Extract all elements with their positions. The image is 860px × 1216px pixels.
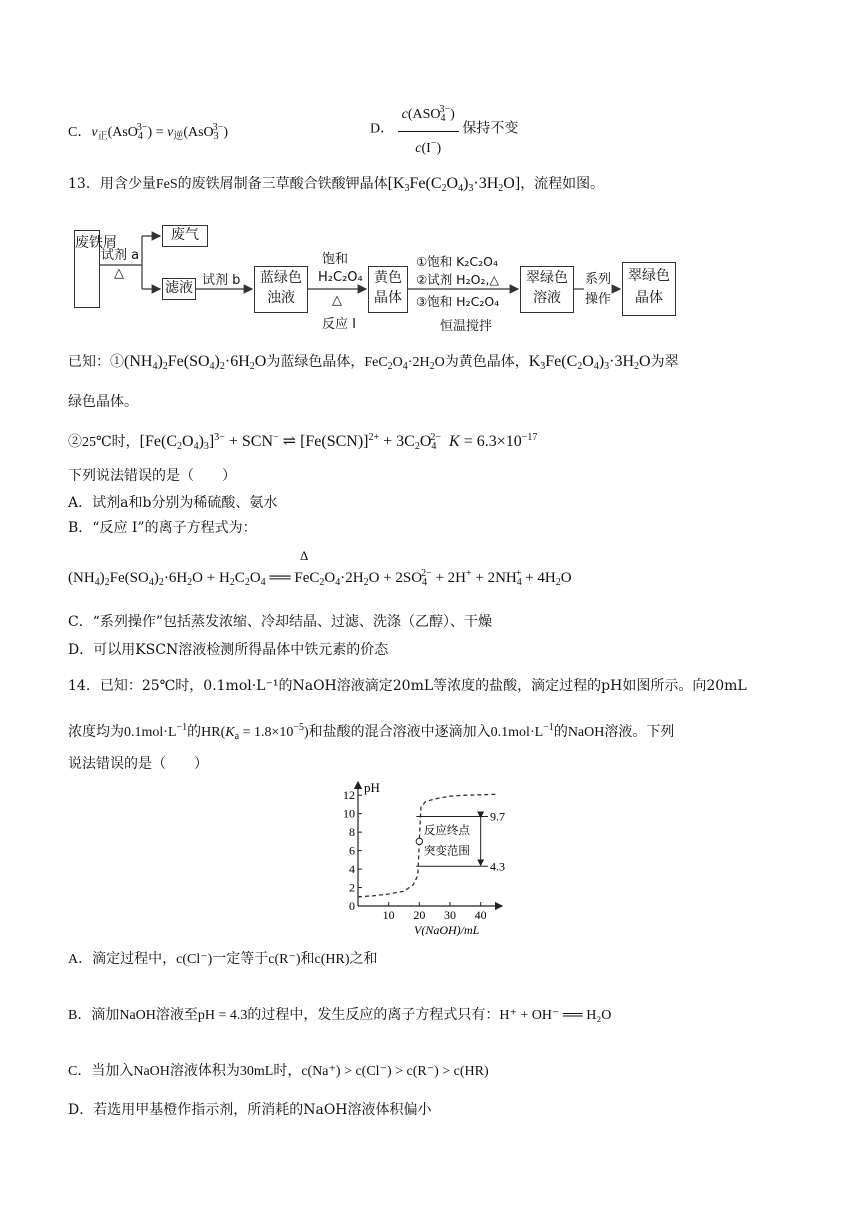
- label-delta-2: △: [332, 293, 342, 308]
- range-label-2: 突变范围: [423, 843, 470, 858]
- range-label-1: 反应终点: [423, 823, 470, 838]
- q13-stem: 13．用含少量FeS的废铁屑制备三草酸合铁酸钾晶体$[K_3Fe(C_2O_4)_3\cdot 3H_2O]$，流程如图。: [68, 175, 605, 194]
- q12-option-d-numerator: $c(ASO_4^{3-})$: [398, 100, 459, 132]
- q12-option-d-tail: 保持不变: [462, 121, 519, 137]
- q13-known-2: ②25℃时，$[Fe(C_2O_4)_3]^{3-} + SCN^-$ ⇌ $[Fe(SCN)]^{2+} + 3C_2O_4^{2-}$ $K = 6.3\times 10^{-17}$: [68, 432, 538, 452]
- y-tick-label: 6: [349, 843, 355, 858]
- q14-option-b: B．滴加NaOH溶液至pH = 4.3的过程中，发生反应的离子方程式只有：H⁺ + OH⁻ ══ H₂O: [68, 1008, 612, 1023]
- box-waste-gas: 废气: [162, 225, 208, 247]
- q14-option-a: A．滴定过程中，c(Cl⁻)一定等于c(R⁻)和c(HR)之和: [68, 952, 378, 967]
- q12-option-d-fraction: [398, 100, 459, 159]
- x-tick-label: 20: [413, 908, 426, 922]
- q12-option-d-denominator: c(I−): [415, 138, 442, 156]
- box-raw-iron: 废铁屑: [74, 230, 100, 308]
- y-tick-label: 0: [349, 899, 355, 913]
- label-reagent-b: 试剂 b: [202, 273, 241, 288]
- q13-known-1b: 绿色晶体。: [68, 394, 138, 410]
- q14-option-c: C．当加入NaOH溶液体积为30mL时，c(Na⁺) > c(Cl⁻) > c(R⁻) > c(HR): [68, 1064, 489, 1079]
- box-blue-green-suspension: 蓝绿色浊液: [254, 266, 308, 313]
- q13-equation-b: $(NH_4)_2Fe(SO_4)_2\cdot 6H_2O + H_2C_2O_4$ ══ $FeC_2O_4\cdot 2H_2O + 2SO_4^{2-} + 2H^+ + 2NH_4^+ + 4H_2O$: [68, 568, 572, 588]
- label-stir: 恒温搅拌: [440, 319, 493, 334]
- y-tick-label: 12: [343, 788, 355, 803]
- q14-stem-3: 说法错误的是（ ）: [68, 756, 208, 772]
- q12-option-d-label: D．: [370, 121, 395, 137]
- q12-option-d: [370, 100, 518, 159]
- y-tick-label: 4: [349, 862, 355, 877]
- label-reaction-1: 反应 I: [322, 317, 356, 332]
- x-tick-label: 10: [382, 908, 395, 922]
- q14-option-d: D．若选用甲基橙作指示剂，所消耗的NaOH溶液体积偏小: [68, 1102, 432, 1118]
- x-tick-label: 40: [474, 908, 487, 922]
- y-tick-label: 8: [349, 825, 355, 840]
- box-yellow-crystal: 黄色晶体: [368, 266, 408, 313]
- q14-stem-2: 浓度均为$0.1mol\cdot L^{-1}$的$HR(K_a = 1.8\times 10^{-5})$和盐酸的混合溶液中逐滴加入$0.1mol\cdot L^{-1}$的NaOH溶液。下列: [68, 722, 675, 742]
- q14-stem-1: 14．已知：25℃时，0.1mol·L⁻¹的NaOH溶液滴定20mL等浓度的盐酸，滴定过程的pH如图所示。向20mL: [68, 678, 747, 694]
- y-axis-label: pH: [364, 780, 380, 795]
- q13-option-b: B．“反应 I”的离子方程式为：: [68, 520, 257, 536]
- x-tick-label: 30: [444, 908, 456, 922]
- q13-option-a: A．试剂a和b分别为稀硫酸、氨水: [68, 495, 278, 511]
- q13-option-d: D．可以用KSCN溶液检测所得晶体中铁元素的价态: [68, 642, 389, 658]
- y-tick-label: 10: [343, 806, 355, 821]
- label-step-3: ③饱和 H₂C₂O₄: [416, 294, 500, 309]
- label-step-1: ①饱和 K₂C₂O₄: [416, 254, 498, 269]
- q13-option-c: C．“系列操作”包括蒸发浓缩、冷却结晶、过滤、洗涤（乙醇）、干燥: [68, 614, 493, 630]
- q13-eq-delta: Δ: [300, 548, 309, 563]
- q12-option-c: C．$v_正(AsO_4^{3-}) = v_逆(AsO_3^{3-})$: [68, 122, 228, 142]
- box-emerald-crystal: 翠绿色晶体: [622, 262, 676, 316]
- box-emerald-solution: 翠绿色溶液: [520, 266, 574, 313]
- q13-known-1: 已知：$①(NH_4)_2Fe(SO_4)_2\cdot 6H_2O$为蓝绿色晶体，$FeC_2O_4\cdot 2H_2O$为黄色晶体，$K_3Fe(C_2O_4)_3\cdot 3H_2O$为翠: [68, 353, 679, 372]
- q13-flowchart: [74, 222, 694, 340]
- label-saturated: 饱和: [322, 252, 349, 267]
- label-delta-1: △: [114, 266, 124, 281]
- box-filtrate: 滤液: [162, 278, 196, 300]
- x-axis-label: V(NaOH)/mL: [414, 923, 480, 936]
- q13-ask: 下列说法错误的是（ ）: [68, 468, 236, 484]
- y-tick-label: 2: [349, 880, 355, 895]
- label-series-operation: 系列操作: [584, 272, 611, 307]
- label-h2c2o4: H₂C₂O₄: [318, 270, 363, 285]
- label-step-2: ②试剂 H₂O₂,△: [416, 272, 500, 287]
- endpoint-marker: [416, 838, 422, 844]
- upper-value-label: 9.7: [490, 809, 505, 824]
- lower-value-label: 4.3: [490, 859, 505, 874]
- titration-chart: [336, 776, 506, 936]
- label-reagent-a: 试剂 a: [101, 248, 140, 263]
